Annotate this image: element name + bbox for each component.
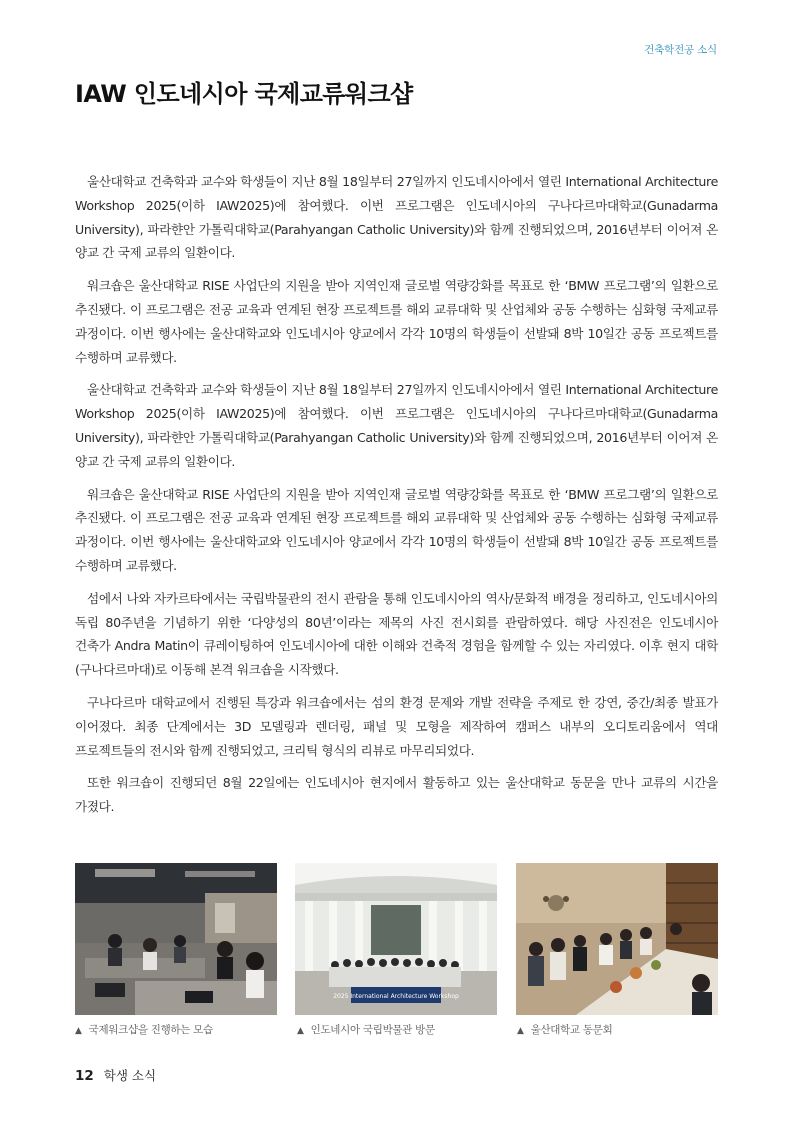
photo-caption: [517, 1022, 612, 1037]
paragraph: 섬에서 나와 자카르타에서는 국립박물관의 전시 관람을 통해 인도네시아의 역사/문화적 배경을 정리하고, 인도네시아의 독립 80주년을 기념하기 위한 ‘다양성의 80년’이라는 제목의 사진 전시회를 관람하였다. 해당 사진전은 인도네시아 건축가 Andra Matin이 큐레이팅하여 인도네시아에 대한 이해와 건축적 경험을 함께할 수 있는 자리였다. 이후 현지 대학(구나다르마대)로 이동해 본격 워크숍을 시작했다.: [75, 590, 718, 678]
triangle-icon: ▲: [297, 1026, 304, 1036]
triangle-icon: ▲: [75, 1026, 82, 1036]
caption-text: 울산대학교 동문회: [530, 1024, 613, 1036]
paragraph: 워크숍은 울산대학교 RISE 사업단의 지원을 받아 지역인재 글로벌 역량강화를 목표로 한 ‘BMW 프로그램’의 일환으로 추진됐다. 이 프로그램은 전공 교육과 연계된 현장 프로젝트를 해외 교류대학 및 산업체와 공동 수행하는 심화형 국제교류 과정이다. 이번 행사에는 울산대학교와 인도네시아 양교에서 각각 10명의 학생들이 선발돼 8박 10일간 공동 프로젝트를 수행하며 교류했다.: [75, 486, 718, 573]
paragraph: 울산대학교 건축학과 교수와 학생들이 지난 8월 18일부터 27일까지 인도네시아에서 열린 International Architecture Workshop 2025(이하 IAW2025)에 참여했다. 이번 프로그램은 인도네시아의 구나다르마대학교(Gunadarma University), 파라햔안 가톨릭대학교(Parahyangan Catholic University)와 함께 진행되었으며, 2016년부터 이어져 온 양교 간 국제 교류의 일환이다.: [75, 174, 718, 261]
article-body: [75, 170, 718, 828]
photo-alumni: [516, 863, 718, 1015]
paragraph: 구나다르마 대학교에서 진행된 특강과 워크숍에서는 섬의 환경 문제와 개발 전략을 주제로 한 강연, 중간/최종 발표가 이어졌다. 최종 단계에서는 3D 모델링과 렌더링, 패널 및 모형을 제작하여 캠퍼스 내부의 오디토리움에서 역대 프로젝트들의 전시와 함께 진행되었고, 크리틱 형식의 리뷰로 마무리되었다.: [75, 694, 718, 758]
caption-row: [75, 1022, 718, 1040]
photo-row: [75, 863, 718, 1015]
footer-section: 학생 소식: [103, 1068, 157, 1083]
paragraph: 워크숍은 울산대학교 RISE 사업단의 지원을 받아 지역인재 글로벌 역량강화를 목표로 한 ‘BMW 프로그램’의 일환으로 추진됐다. 이 프로그램은 전공 교육과 연계된 현장 프로젝트를 해외 교류대학 및 산업체와 공동 수행하는 심화형 국제교류 과정이다. 이번 행사에는 울산대학교와 인도네시아 양교에서 각각 10명의 학생들이 선발돼 8박 10일간 공동 프로젝트를 수행하며 교류했다.: [75, 278, 718, 365]
caption-text: 인도네시아 국립박물관 방문: [310, 1024, 435, 1036]
section-tag: 건축학전공 소식: [644, 44, 717, 56]
page-footer: [75, 1066, 156, 1084]
photo-workshop: [75, 863, 277, 1015]
photo-museum: [295, 863, 497, 1015]
photo-caption: [297, 1022, 435, 1037]
paragraph: 울산대학교 건축학과 교수와 학생들이 지난 8월 18일부터 27일까지 인도네시아에서 열린 International Architecture Workshop 2025(이하 IAW2025)에 참여했다. 이번 프로그램은 인도네시아의 구나다르마대학교(Gunadarma University), 파라햔안 가톨릭대학교(Parahyangan Catholic University)와 함께 진행되었으며, 2016년부터 이어져 온 양교 간 국제 교류의 일환이다.: [75, 382, 718, 469]
caption-text: 국제워크샵을 진행하는 모습: [88, 1024, 213, 1036]
banner-text: 2025 International Architecture Workshop: [333, 993, 459, 1000]
page-title: IAW 인도네시아 국제교류워크샵: [75, 80, 413, 108]
paragraph: 또한 워크숍이 진행되던 8월 22일에는 인도네시아 현지에서 활동하고 있는 울산대학교 동문을 만나 교류의 시간을 가졌다.: [75, 775, 718, 815]
page-number: 12: [75, 1068, 94, 1084]
triangle-icon: ▲: [517, 1026, 524, 1036]
photo-caption: [75, 1022, 213, 1037]
